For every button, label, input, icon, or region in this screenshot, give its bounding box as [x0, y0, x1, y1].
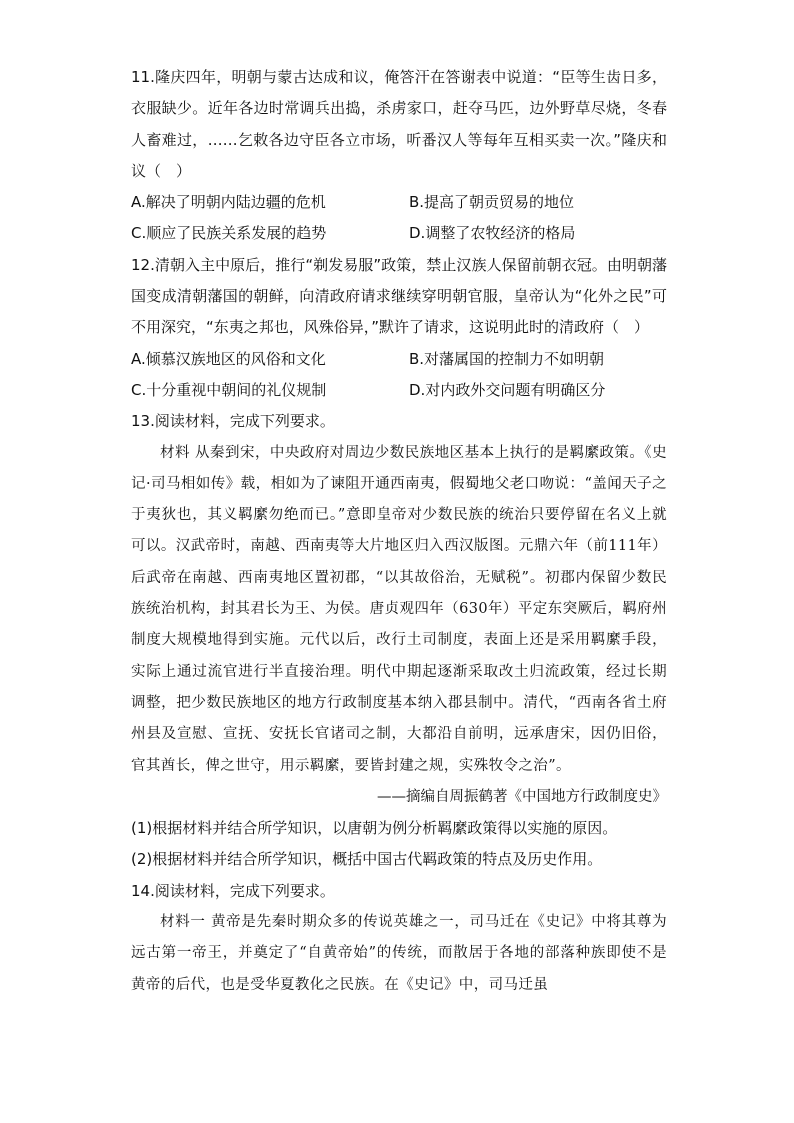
question-13-requirement-2: (2)根据材料并结合所学知识，概括中国古代羁政策的特点及历史作用。	[131, 850, 603, 869]
question-12-option-a[interactable]: A.倾慕汉族地区的风俗和文化	[131, 349, 326, 368]
question-13-source: ——摘编自周振鹤著《中国地方行政制度史》	[377, 788, 667, 805]
question-13-stem: 13.阅读材料，完成下列要求。	[131, 412, 335, 431]
question-11-option-a[interactable]: A.解决了明朝内陆边疆的危机	[131, 193, 326, 212]
question-13-material: 材料 从秦到宋，中央政府对周边少数民族地区基本上执行的是羁縻政策。《史记·司马相如传》载，相如为了谏阻开通西南夷，假蜀地父老口吻说：“盖闻天子之于夷狄也，其义羁縻勿绝而已。”意即皇帝对少数民族的统治只要停留在名义上就可以。汉武帝时，南越、西南夷等大片地区归入西汉版图。元鼎六年（前111年）后武帝在南越、西南夷地区置初郡，“以其故俗治，无赋税”。初郡内保留少数民族统治机构，封其君长为王、为侯。唐贞观四年（630年）平定东突厥后，羁府州制度大规模地得到实施。元代以后，改行土司制度，表面上还是采用羁縻手段，实际上通过流官进行半直接治理。明代中期起逐渐采取改土归流政策，经过长期调整，把少数民族地区的地方行政制度基本纳入郡县制中。清代，“西南各省土府州县及宣慰、宣抚、安抚长官诸司之制，大都沿自前明，远承唐宋，因仍旧俗，官其酋长，俾之世守，用示羁縻，要皆封建之规，实殊牧令之治”。	[131, 444, 667, 774]
question-11-options	[131, 187, 667, 250]
question-11-option-d[interactable]: D.调整了农牧经济的格局	[409, 224, 576, 243]
question-12-option-c[interactable]: C.十分重视中朝间的礼仪规制	[131, 380, 327, 399]
question-12	[131, 250, 667, 406]
question-14-material: 材料一 黄帝是先秦时期众多的传说英雄之一，司马迁在《史记》中将其尊为远古第一帝王，并奠定了“自黄帝始”的传统，而散居于各地的部落种族即使不是黄帝的后代，也是受华夏教化之民族。在《史记》中，司马迁虽	[131, 914, 667, 993]
question-13	[131, 406, 667, 875]
question-12-stem: 12.清朝入主中原后，推行“剃发易服”政策，禁止汉族人保留前朝衣冠。由明朝藩国变成清朝藩国的朝鲜，向清政府请求继续穿明朝官服，皇帝认为“化外之民”可不用深究，“东夷之邦也，风殊俗异，”默许了请求，这说明此时的清政府（ ）	[131, 255, 667, 337]
question-11-stem: 11.隆庆四年，明朝与蒙古达成和议，俺答汗在答谢表中说道：“臣等生齿日多，衣服缺少。近年各边时常调兵出捣，杀虏家口，赶夺马匹，边外野草尽烧，冬春人畜难过，……乞敕各边守臣各立市场，听番汉人等每年互相买卖一次。”隆庆和议（ ）	[131, 68, 667, 180]
question-12-options	[131, 344, 667, 407]
question-12-option-d[interactable]: D.对内政外交问题有明确区分	[409, 380, 606, 399]
question-11	[131, 62, 667, 250]
exam-page	[131, 62, 667, 1001]
question-14	[131, 876, 667, 1001]
question-11-option-b[interactable]: B.提高了朝贡贸易的地位	[409, 193, 575, 212]
question-14-stem: 14.阅读材料，完成下列要求。	[131, 881, 335, 900]
question-13-requirement-1: (1)根据材料并结合所学知识，以唐朝为例分析羁縻政策得以实施的原因。	[131, 819, 618, 838]
question-12-option-b[interactable]: B.对藩属国的控制力不如明朝	[409, 349, 605, 368]
question-11-option-c[interactable]: C.顺应了民族关系发展的趋势	[131, 224, 327, 243]
